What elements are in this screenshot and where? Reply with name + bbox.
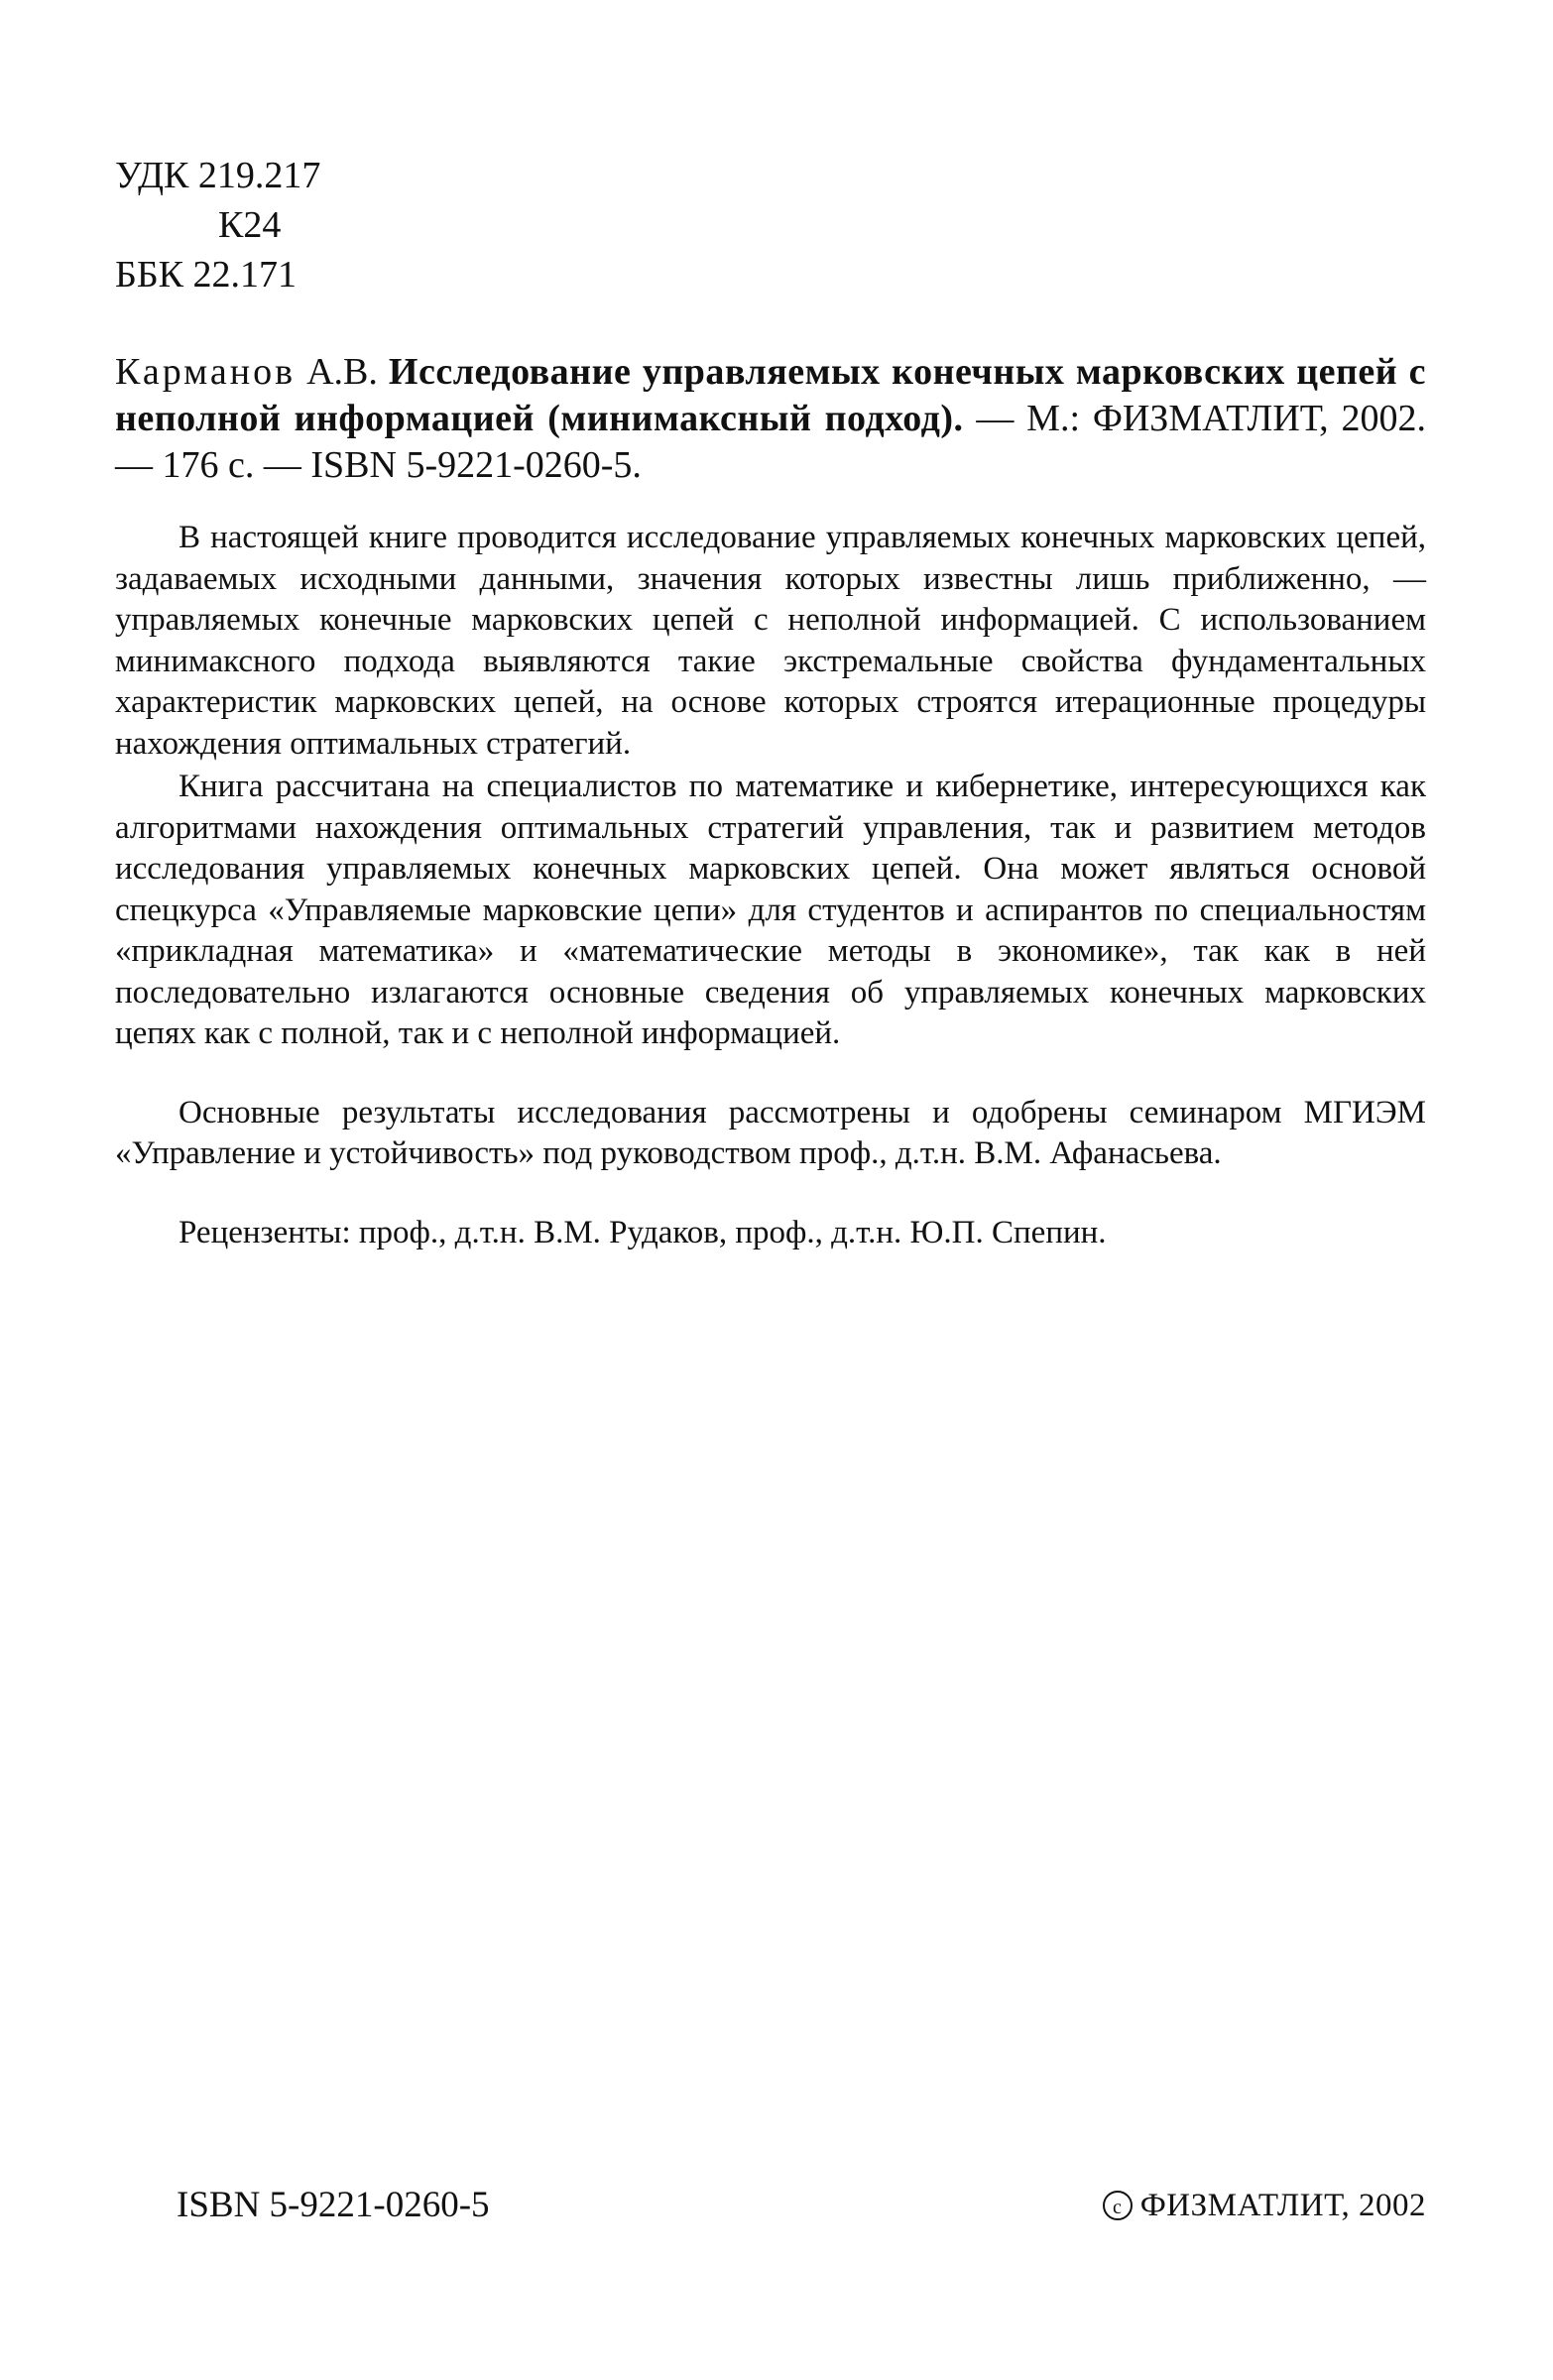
annotation <box>115 518 1426 1253</box>
classification-block <box>115 151 320 299</box>
bibliographic-entry <box>115 349 1426 489</box>
copyright-holder: ФИЗМАТЛИТ, 2002 <box>1139 2188 1426 2223</box>
author-initials: А.В. <box>306 351 378 393</box>
seminar-note: Основные результаты исследования рассмотрены и одобрены семинаром МГИЭМ «Управление и устойчивость» под руководством проф., д.т.н. В.М. Афанасьева. <box>115 1094 1426 1171</box>
bbk-code: ББК 22.171 <box>115 254 297 296</box>
page-footer <box>177 2184 1426 2227</box>
publication-info: — М.: ФИЗМАТЛИТ, 2002. — 176 с. — ISBN 5-9221-0260-5. <box>115 398 1427 486</box>
reviewers-line: Рецензенты: проф., д.т.н. В.М. Рудаков, проф., д.т.н. Ю.П. Спепин. <box>179 1214 1107 1250</box>
abstract-paragraph-2: Книга рассчитана на специалистов по математике и кибернетике, интересующихся как алгоритмами нахождения оптимальных стратегий управления, так и развитием методов исследования управляемых конечных марковских цепей. Она может являться основой спецкурса «Управляемые марковские цепи» для студентов и аспирантов по специальностям «прикладная математика» и «математические методы в экономике», так как в ней последовательно излагаются основные сведения об управляемых конечных марковских цепях как с полной, так и с неполной информацией. <box>115 769 1426 1051</box>
udk-code: УДК 219.217 <box>115 155 321 196</box>
copyright-icon: c <box>1103 2191 1133 2220</box>
author-mark: К24 <box>218 204 282 246</box>
author-surname: Карманов <box>115 351 297 393</box>
footer-isbn: ISBN 5-9221-0260-5 <box>177 2185 490 2225</box>
footer-copyright <box>1103 2184 1426 2227</box>
book-title: Исследование управляемых конечных марковских цепей с неполной информацией (минимаксный подход). <box>115 351 1427 439</box>
abstract-paragraph-1: В настоящей книге проводится исследование управляемых конечных марковских цепей, задаваемых исходными данными, значения которых известны лишь приближенно, — управляемых конечные марковских цепей с неполной информацией. С использованием минимаксного подхода выявляются такие экстремальные свойства фундаментальных характеристик марковских цепей, на основе которых строятся итерационные процедуры нахождения оптимальных стратегий. <box>115 520 1426 762</box>
